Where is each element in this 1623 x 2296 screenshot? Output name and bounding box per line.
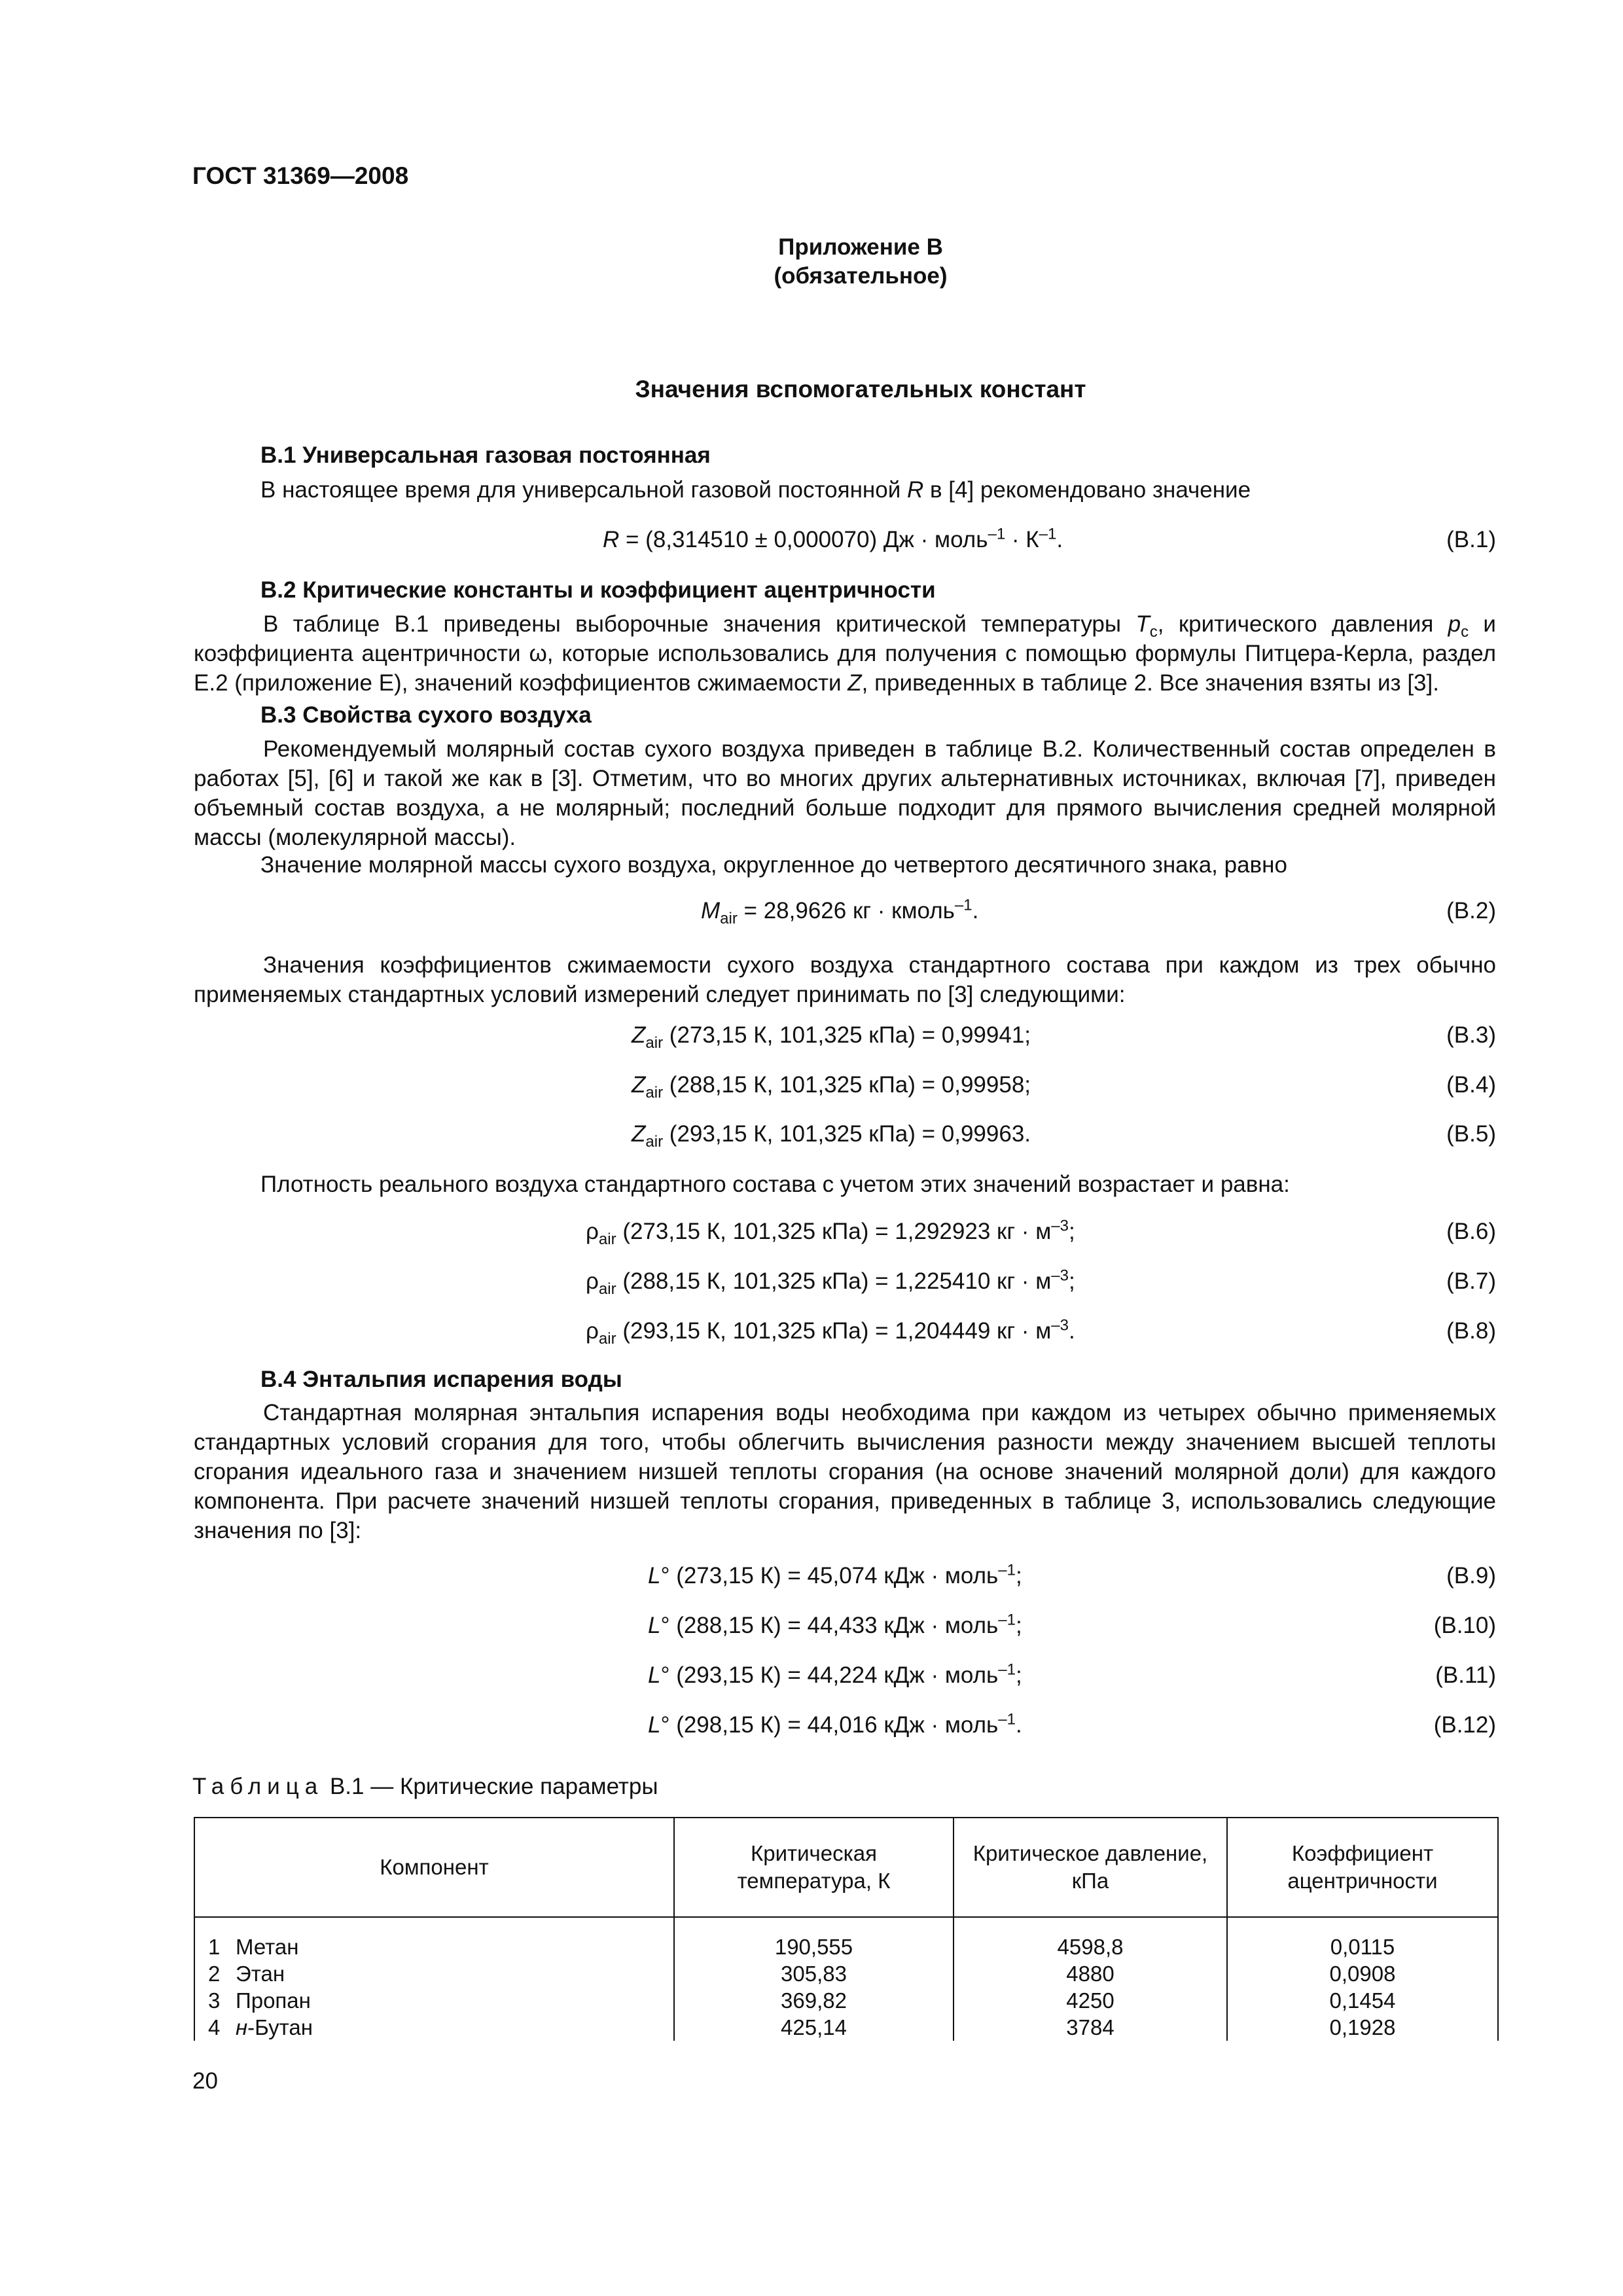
formula-b12: L° (298,15 К) = 44,016 кДж · моль$^{-1}$. <box>648 1710 1022 1738</box>
formula-b3: $Z_{air}$ (273,15 К, 101,325 кПа) = 0,99941; <box>632 1022 1031 1052</box>
section-b4-paragraph: Стандартная молярная энтальпия испарения воды необходима при каждом из четырех обычно применяемых стандартных условий сгорания для того, чтобы облегчить вычисления разности между значением высшей теплоты сгорания идеального газа и значением низшей теплоты сгорания (на основе значений молярной доли) для каждого компонента. При расчете значений низшей теплоты сгорания, приведенных в таблице 3, использовались следующие значения по [3]: <box>194 1400 1496 1543</box>
equation-number: (В.9) <box>1446 1563 1496 1588</box>
cell-acentric: 0,1928 <box>1227 2014 1498 2041</box>
equation-number: (В.7) <box>1446 1268 1496 1294</box>
column-header-acentric: Коэффициент ацентричности <box>1227 1818 1498 1917</box>
section-b3-paragraph-1: Рекомендуемый молярный состав сухого воздуха приведен в таблице В.2. Количественный состав определен в работах [5], [6] и такой же как в [3]. Отметим, что во многих других альтернативных источниках, включая [7], приведен объемный состав воздуха, а не молярный; последний больше подходит для прямого вычисления средней молярной массы (молекулярной массы). <box>194 736 1496 850</box>
table-caption: Таблица В.1 — Критические параметры <box>192 1774 658 1799</box>
cell-component: 1 Метан <box>194 1917 674 1960</box>
document-header: ГОСТ 31369—2008 <box>192 162 409 189</box>
section-b3-paragraph-3: Значения коэффициентов сжимаемости сухого воздуха стандартного состава при каждом из трех обычно применяемых стандартных условий измерений следует принимать по [3] следующими: <box>194 952 1496 1007</box>
section-b1-text: В настоящее время для универсальной газовой постоянной R в [4] рекомендовано значение <box>260 477 1251 503</box>
cell-component: 2 Этан <box>194 1960 674 1987</box>
critical-parameters-table <box>194 1817 1499 2041</box>
formula-b4: $Z_{air}$ (288,15 К, 101,325 кПа) = 0,99958; <box>632 1072 1031 1102</box>
equation-number: (В.5) <box>1446 1121 1496 1147</box>
cell-temperature: 305,83 <box>674 1960 954 1987</box>
equation-number: (В.2) <box>1446 898 1496 924</box>
cell-pressure: 4880 <box>954 1960 1227 1987</box>
cell-component: 3 Пропан <box>194 1987 674 2014</box>
cell-acentric: 0,0115 <box>1227 1917 1498 1960</box>
table-row <box>194 1987 1498 2014</box>
formula-b2: $M_{air} = 28,9626$ кг · кмоль$^{-1}$. <box>701 896 979 927</box>
annex-status: (обязательное) <box>774 263 948 289</box>
formula-b11: L° (293,15 К) = 44,224 кДж · моль$^{-1}$; <box>648 1660 1022 1688</box>
equation-number: (В.4) <box>1446 1072 1496 1098</box>
column-header-pressure: Критическое давление, кПа <box>954 1818 1227 1917</box>
section-b2-paragraph: В таблице В.1 приведены выборочные значения критической температуры $T_c$, критического давления $p_c$ и коэффициента ацентричности ω, которые использовались для получения с помощью формулы Питцера-Керла, раздел Е.2 (приложение Е), значений коэффициентов сжимаемости Z, приведенных в таблице 2. Все значения взяты из [3]. <box>194 611 1496 696</box>
cell-acentric: 0,1454 <box>1227 1987 1498 2014</box>
equation-number: (В.12) <box>1433 1712 1496 1738</box>
formula-b9: L° (273,15 К) = 45,074 кДж · моль$^{-1}$; <box>648 1561 1022 1588</box>
cell-component: 4 н-Бутан <box>194 2014 674 2041</box>
cell-acentric: 0,0908 <box>1227 1960 1498 1987</box>
cell-pressure: 3784 <box>954 2014 1227 2041</box>
formula-b10: L° (288,15 К) = 44,433 кДж · моль$^{-1}$; <box>648 1611 1022 1638</box>
table-row <box>194 1917 1498 1960</box>
formula-b8: $\rho_{air}$ (293,15 К, 101,325 кПа) = 1,204449 кг · $м^{-3}$. <box>586 1316 1075 1348</box>
formula-b7: $\rho_{air}$ (288,15 К, 101,325 кПа) = 1,225410 кг · $м^{-3}$; <box>586 1266 1075 1298</box>
column-header-temperature: Критическая температура, К <box>674 1818 954 1917</box>
table-row <box>194 1960 1498 1987</box>
table-row <box>194 2014 1498 2041</box>
equation-number: (В.10) <box>1433 1613 1496 1638</box>
section-b3-paragraph-2: Значение молярной массы сухого воздуха, округленное до четвертого десятичного знака, равно <box>260 852 1287 878</box>
equation-number: (В.1) <box>1446 527 1496 552</box>
section-b2-heading: В.2 Критические константы и коэффициент ацентричности <box>260 577 936 603</box>
equation-number: (В.6) <box>1446 1219 1496 1244</box>
page-number: 20 <box>192 2068 218 2094</box>
cell-temperature: 369,82 <box>674 1987 954 2014</box>
column-header-component: Компонент <box>194 1818 674 1917</box>
section-b1-heading: В.1 Универсальная газовая постоянная <box>260 442 711 468</box>
cell-pressure: 4250 <box>954 1987 1227 2014</box>
formula-b1: R = (8,314510 ± 0,000070) Дж · моль$^{-1}$ · $К^{-1}$. <box>603 525 1063 552</box>
cell-temperature: 425,14 <box>674 2014 954 2041</box>
section-b3-heading: В.3 Свойства сухого воздуха <box>260 702 592 728</box>
cell-temperature: 190,555 <box>674 1917 954 1960</box>
annex-heading: Значения вспомогательных констант <box>635 376 1086 403</box>
formula-b6: $\rho_{air}$ (273,15 К, 101,325 кПа) = 1,292923 кг · $м^{-3}$; <box>586 1217 1075 1248</box>
cell-pressure: 4598,8 <box>954 1917 1227 1960</box>
equation-number: (В.11) <box>1435 1662 1496 1688</box>
equation-number: (В.3) <box>1446 1022 1496 1048</box>
annex-title: Приложение В <box>778 234 943 260</box>
equation-number: (В.8) <box>1446 1318 1496 1344</box>
section-b4-heading: В.4 Энтальпия испарения воды <box>260 1367 622 1392</box>
formula-b5: $Z_{air}$ (293,15 К, 101,325 кПа) = 0,99963. <box>632 1121 1031 1151</box>
section-b3-paragraph-4: Плотность реального воздуха стандартного состава с учетом этих значений возрастает и равна: <box>260 1172 1290 1197</box>
